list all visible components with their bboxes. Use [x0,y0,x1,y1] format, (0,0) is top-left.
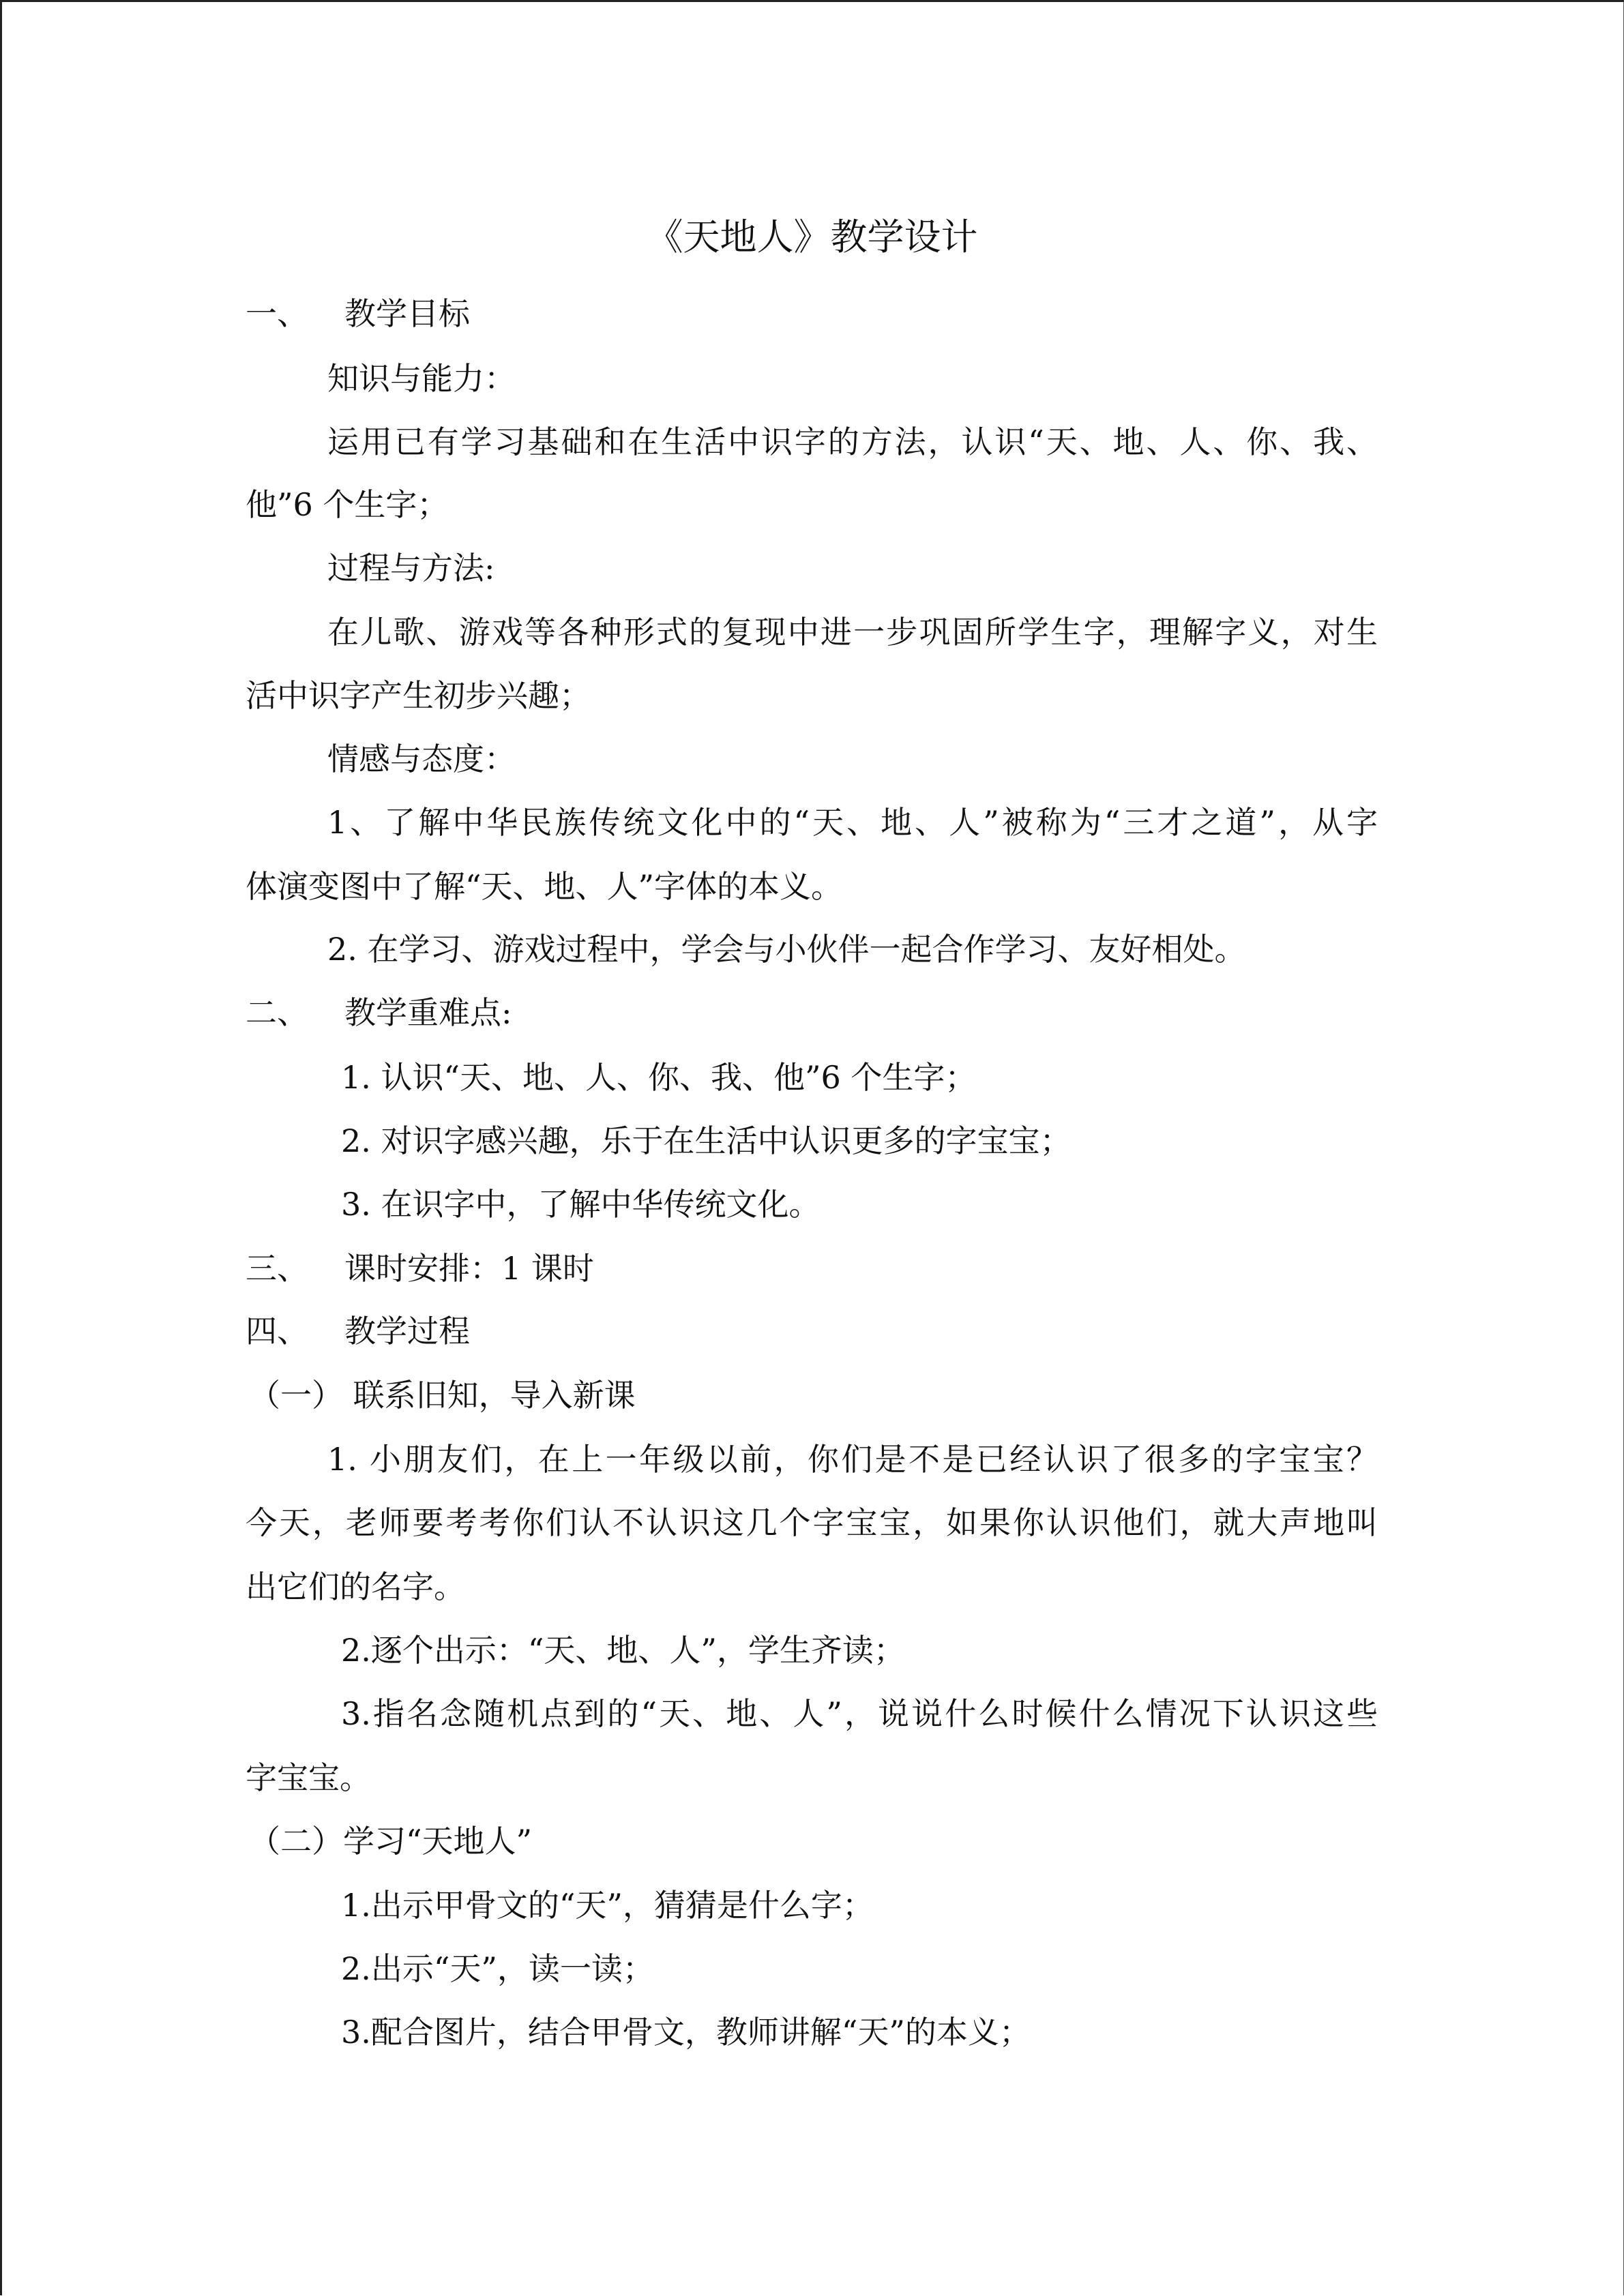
section-number: 二、 [246,994,308,1031]
document-title: 《天地人》教学设计 [646,215,978,258]
subsection-heading: （一） 联系旧知，导入新课 [249,1377,636,1414]
paragraph-line: 运用已有学习基础和在生活中识字的方法，认识“天、地、人、你、我、 [327,423,1378,460]
paragraph-line: 1、了解中华民族传统文化中的“天、地、人”被称为“三才之道”，从字 [327,804,1378,841]
section-title: 课时安排：1 课时 [344,1250,594,1287]
paragraph-line: 1. 小朋友们，在上一年级以前，你们是不是已经认识了很多的字宝宝？ [327,1441,1378,1478]
list-item: 2.出示“天”，读一读； [341,1950,654,1987]
section-1-heading [246,293,1378,334]
paragraph-line: 2.逐个出示：“天、地、人”，学生齐读； [341,1632,905,1669]
paragraph-line: 出它们的名字。 [246,1568,465,1605]
paragraph-line: 3.指名念随机点到的“天、地、人”，说说什么时候什么情况下认识这些 [341,1695,1378,1732]
paragraph-line: 在儿歌、游戏等各种形式的复现中进一步巩固所学生字，理解字义，对生 [327,614,1378,651]
paragraph-line: 字宝宝。 [246,1759,371,1796]
list-item: 1.出示甲骨文的“天”，猜猜是什么字； [341,1887,874,1924]
section-title: 教学目标 [344,295,470,332]
section-4-heading [246,1311,1378,1352]
section-title: 教学重难点: [344,994,512,1031]
paragraph-line: 2. 在学习、游戏过程中，学会与小伙伴一起合作学习、友好相处。 [327,931,1246,968]
paragraph-line: 活中识字产生初步兴趣； [246,677,591,714]
list-item: 1. 认识“天、地、人、你、我、他”6 个生字； [341,1059,977,1096]
process-label: 过程与方法: [327,550,495,586]
section-2-heading [246,992,1378,1033]
paragraph-line: 今天，老师要考考你们认不认识这几个字宝宝，如果你认识他们，就大声地叫 [246,1504,1378,1541]
list-item: 3. 在识字中，了解中华传统文化。 [341,1186,821,1223]
list-item: 3.配合图片，结合甲骨文，教师讲解“天”的本义； [341,2014,1031,2051]
section-number: 三、 [246,1250,308,1287]
section-number: 四、 [246,1313,308,1350]
section-3-heading [246,1248,1378,1289]
section-number: 一、 [246,295,308,332]
section-title: 教学过程 [344,1313,470,1350]
paragraph-line: 体演变图中了解“天、地、人”字体的本义。 [246,868,843,905]
list-item: 2. 对识字感兴趣，乐于在生活中认识更多的字宝宝； [341,1122,1072,1159]
subsection-heading: （二）学习“天地人” [249,1823,533,1860]
knowledge-label: 知识与能力： [327,360,516,397]
emotion-label: 情感与态度： [327,741,516,777]
paragraph-line: 他”6 个生字； [246,486,449,523]
